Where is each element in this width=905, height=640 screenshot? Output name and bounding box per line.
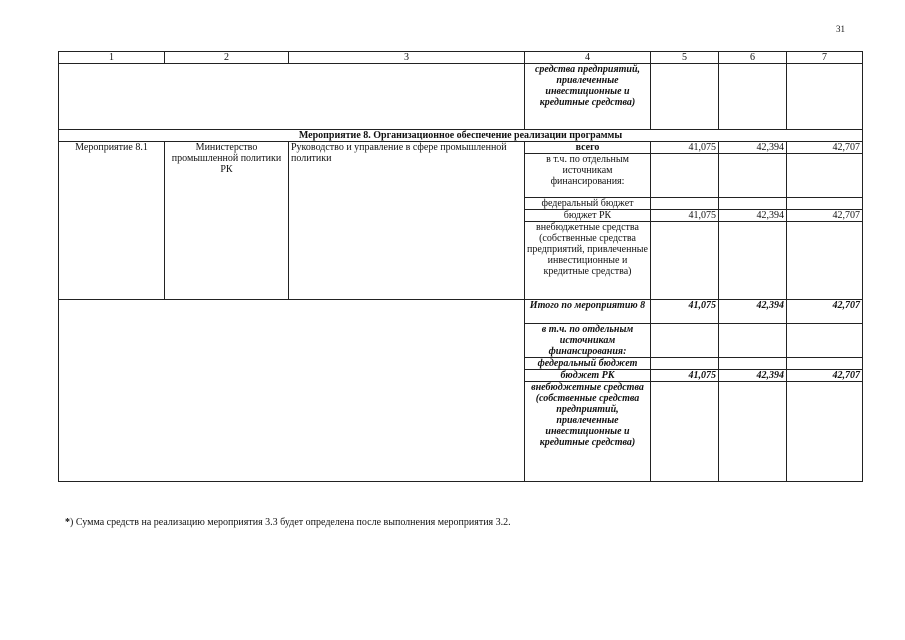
page-number: 31 [836,24,845,34]
value-col6: 42,394 [719,142,787,154]
row-label: внебюджетные средства (собственные средства предприятий, привлеченные инвестиционные и кредитные средства) [525,222,651,300]
value-col5: 41,075 [651,210,719,222]
table-header-row [59,52,863,64]
value-col6 [719,222,787,300]
total-col5 [651,324,719,358]
value-col7 [787,222,863,300]
value-col5: 41,075 [651,142,719,154]
event-description: Руководство и управление в сфере промышленной политики [289,142,525,300]
value-col7: 42,707 [787,142,863,154]
value-col5 [651,154,719,198]
carry-over-v5 [651,64,719,130]
col-header-6: 6 [719,52,787,64]
total-col6 [719,324,787,358]
total-col6 [719,358,787,370]
table-row [59,142,863,154]
row-label: всего [525,142,651,154]
total-col6 [719,382,787,482]
footnote [65,517,511,528]
col-header-2: 2 [165,52,289,64]
value-col5 [651,198,719,210]
total-col6: 42,394 [719,370,787,382]
total-label: внебюджетные средства (собственные средства предприятий, привлеченные инвестиционные и кредитные средства) [525,382,651,482]
total-col5: 41,075 [651,300,719,324]
total-label: федеральный бюджет [525,358,651,370]
carry-over-v6 [719,64,787,130]
value-col5 [651,222,719,300]
section-title: Мероприятие 8. Организационное обеспечение реализации программы [59,130,863,142]
value-col6 [719,198,787,210]
total-col7 [787,382,863,482]
funding-table [58,51,863,482]
total-col7: 42,707 [787,300,863,324]
total-row [59,300,863,324]
total-col7 [787,358,863,370]
total-label: бюджет РК [525,370,651,382]
event-name: Мероприятие 8.1 [59,142,165,300]
row-label: федеральный бюджет [525,198,651,210]
total-blank [59,300,525,482]
total-col5 [651,358,719,370]
total-col7 [787,324,863,358]
col-header-4: 4 [525,52,651,64]
col-header-5: 5 [651,52,719,64]
total-col6: 42,394 [719,300,787,324]
col-header-1: 1 [59,52,165,64]
carry-over-label: средства предприятий, привлеченные инвестиционные и кредитные средства) [525,64,651,130]
value-col7 [787,154,863,198]
event-executor: Министерство промышленной политики РК [165,142,289,300]
total-label: в т.ч. по отдельным источникам финансирования: [525,324,651,358]
value-col7: 42,707 [787,210,863,222]
col-header-3: 3 [289,52,525,64]
carry-over-row [59,64,863,130]
total-col7: 42,707 [787,370,863,382]
footnote-text: ) Сумма средств на реализацию мероприятия 3.3 будет определена после выполнения мероприятия 3.2. [70,517,511,528]
footnote-marker: * [65,517,70,528]
col-header-7: 7 [787,52,863,64]
total-label: Итого по мероприятию 8 [525,300,651,324]
value-col6: 42,394 [719,210,787,222]
section-title-row [59,130,863,142]
carry-over-blank [59,64,525,130]
total-col5: 41,075 [651,370,719,382]
row-label: в т.ч. по отдельным источникам финансирования: [525,154,651,198]
total-col5 [651,382,719,482]
value-col7 [787,198,863,210]
row-label: бюджет РК [525,210,651,222]
carry-over-v7 [787,64,863,130]
value-col6 [719,154,787,198]
